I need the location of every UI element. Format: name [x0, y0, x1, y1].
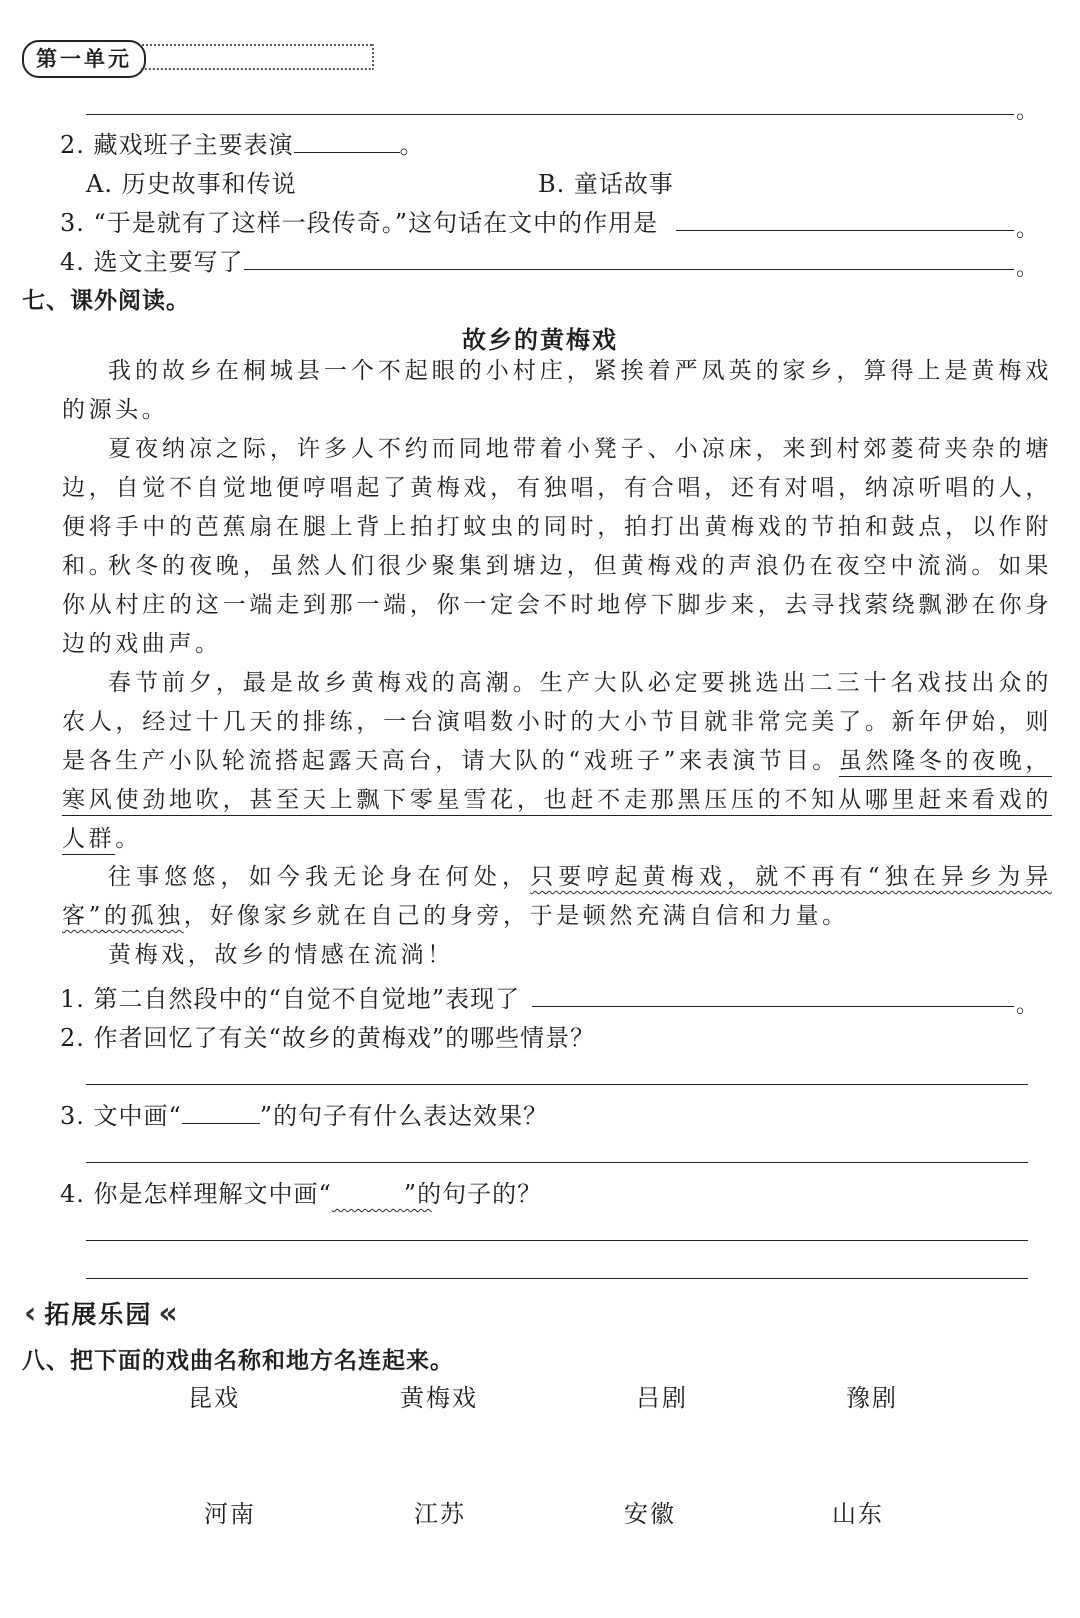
s7-question-3: 3. 文中画“ ”的句子有什么表达效果？: [60, 1102, 549, 1130]
paragraph-2: 夏夜纳凉之际，许多人不约而同地带着小凳子、小凉床，来到村郊菱荷夹杂的塘边，自觉不自觉地便哼唱起了黄梅戏，有独唱，有合唱，还有对唱，纳凉听唱的人，便将手中的芭蕉扇在腿上背上拍打蚊虫的同时，拍打出黄梅戏的节拍和鼓点，以作附和。: [62, 436, 1052, 579]
option-b: B. 童话故事: [538, 170, 674, 198]
s7-question-1: 1. 第二自然段中的“自觉不自觉地”表现了: [60, 985, 521, 1013]
passage-title: 故乡的黄梅戏: [462, 326, 618, 354]
answer-line-top: [86, 114, 1014, 115]
unit-label: 第一单元: [22, 40, 146, 78]
opera-lvju[interactable]: 吕剧: [636, 1384, 688, 1412]
answer-line-s7q4-b[interactable]: [86, 1278, 1028, 1279]
answer-line-s7q4-a[interactable]: [86, 1240, 1028, 1241]
wavy-line-mark: [332, 1174, 404, 1209]
wavy-underlined-sentence: 只要哼起黄梅戏，就不再有“独在异乡为异客”的孤独: [62, 864, 1052, 929]
paragraph-1: 我的故乡在桐城县一个不起眼的小村庄，紧挨着严凤英的家乡，算得上是黄梅戏的源头。: [62, 358, 1052, 423]
question-3-text: 3. “于是就有了这样一段传奇。”这句话在文中的作用是: [60, 209, 659, 237]
unit-dotted-frame: [140, 44, 374, 70]
question-4-text: 4. 选文主要写了: [60, 248, 244, 276]
expansion-banner: [24, 1292, 180, 1334]
underlined-sentence: 虽然隆冬的夜晚，寒风使劲地吹，甚至天上飘下零星雪花，也赶不走那黑压压的不知从哪里赶来看戏的人群: [62, 748, 1052, 855]
answer-line-s7q1[interactable]: [532, 1006, 1014, 1007]
s7-question-2: 2. 作者回忆了有关“故乡的黄梅戏”的哪些情景？: [60, 1024, 596, 1052]
opera-yuju[interactable]: 豫剧: [846, 1384, 898, 1412]
question-2-text: 2. 藏戏班子主要表演 。: [60, 131, 425, 159]
section-7-heading: 七、课外阅读。: [22, 288, 190, 314]
period-q3: 。: [1016, 217, 1039, 242]
chevron-left-icon: ‹: [24, 1295, 39, 1331]
double-chevron-left-icon: «: [158, 1295, 180, 1331]
answer-line-s7q3[interactable]: [86, 1162, 1028, 1163]
paragraph-6: 黄梅戏，故乡的情感在流淌！: [108, 942, 454, 968]
answer-line-s7q2[interactable]: [86, 1084, 1028, 1085]
option-a: A. 历史故事和传说: [86, 170, 297, 198]
place-jiangsu[interactable]: 江苏: [414, 1500, 466, 1528]
paragraph-3: 秋冬的夜晚，虽然人们很少聚集到塘边，但黄梅戏的声浪仍在夜空中流淌。如果你从村庄的这一端走到那一端，你一定会不时地停下脚步来，去寻找萦绕飘渺在你身边的戏曲声。: [62, 553, 1052, 657]
place-henan[interactable]: 河南: [204, 1500, 256, 1528]
answer-line-q4[interactable]: [244, 269, 1014, 270]
section-8-heading: 八、把下面的戏曲名称和地方名连起来。: [22, 1348, 454, 1374]
period-q4: 。: [1016, 256, 1039, 281]
place-anhui[interactable]: 安徽: [624, 1500, 676, 1528]
period-s7q1: 。: [1016, 993, 1039, 1018]
answer-blank-q2[interactable]: [294, 152, 400, 153]
s7-question-4: 4. 你是怎样理解文中画“ ”的句子的？: [60, 1174, 542, 1209]
place-shandong[interactable]: 山东: [832, 1500, 884, 1528]
opera-huangmeixi[interactable]: 黄梅戏: [400, 1384, 478, 1412]
paragraph-4: 春节前夕，最是故乡黄梅戏的高潮。生产大队必定要挑选出二三十名戏技出众的农人，经过十几天的排练，一台演唱数小时的大小节目就非常完美了。新年伊始，则是各生产小队轮流搭起露天高台，请大队的“戏班子”来表演节目。虽然隆冬的夜晚，寒风使劲地吹，甚至天上飘下零星雪花，也赶不走那黑压压的不知从哪里赶来看戏的人群。: [62, 664, 1052, 859]
straight-line-mark: [182, 1123, 260, 1124]
paragraph-5: 往事悠悠，如今我无论身在何处，只要哼起黄梅戏，就不再有“独在异乡为异客”的孤独，好像家乡就在自己的身旁，于是顿然充满自信和力量。: [62, 864, 1052, 929]
period-top: 。: [1016, 99, 1039, 124]
opera-kunxi[interactable]: 昆戏: [188, 1384, 240, 1412]
banner-label: 拓展乐园: [44, 1300, 153, 1329]
answer-line-q3[interactable]: [676, 230, 1014, 231]
